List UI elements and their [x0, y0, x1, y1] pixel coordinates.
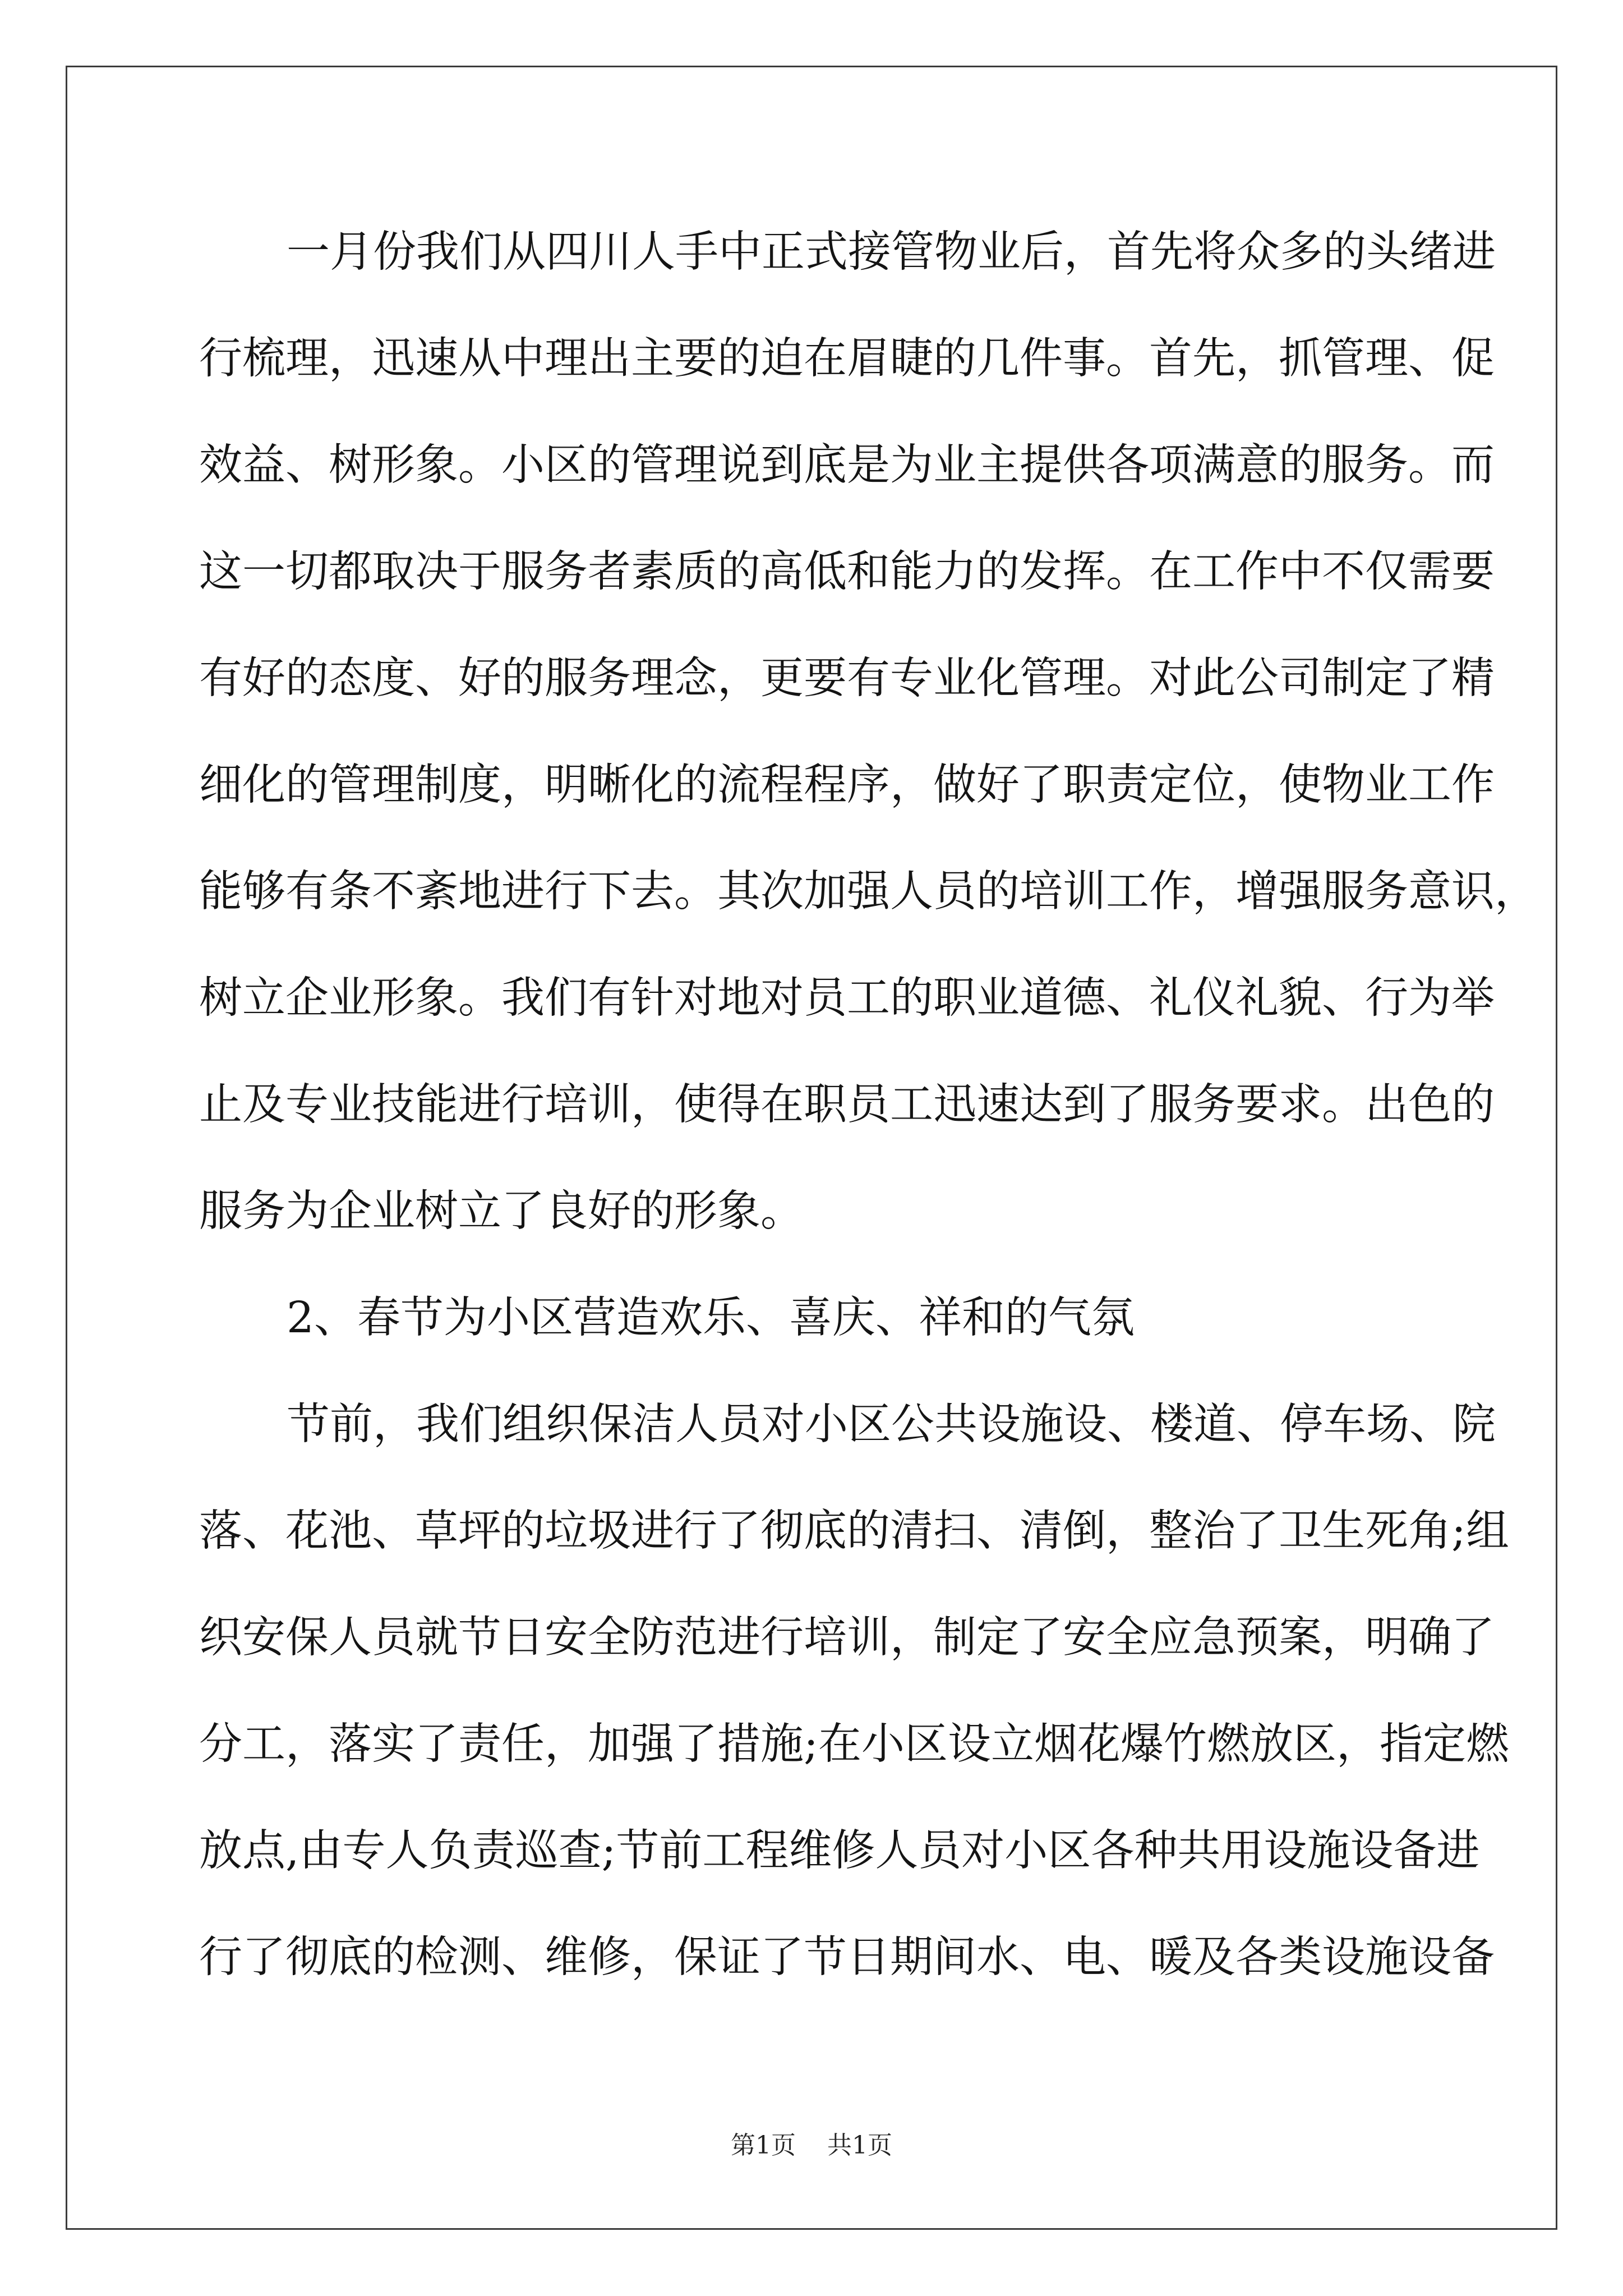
paragraph-1-line-2: 行梳理，迅速从中理出主要的迫在眉睫的几件事。首先，抓管理、促 — [199, 334, 1495, 384]
paragraph-1-line-8: 树立企业形象。我们有针对地对员工的职业道德、礼仪礼貌、行为举 — [199, 973, 1495, 1023]
paragraph-2-line-1: 节前，我们组织保洁人员对小区公共设施设、楼道、停车场、院 — [287, 1400, 1496, 1450]
paragraph-2-line-5: 放点,由专人负责巡查;节前工程维修人员对小区各种共用设施设备进 — [199, 1826, 1480, 1876]
paragraph-1-line-5: 有好的态度、好的服务理念，更要有专业化管理。对此公司制定了精 — [199, 654, 1495, 703]
page-total: 共1页 — [827, 2131, 892, 2160]
paragraph-1-line-3: 效益、树形象。小区的管理说到底是为业主提供各项满意的服务。而 — [199, 440, 1495, 490]
paragraph-2-line-2: 落、花池、草坪的垃圾进行了彻底的清扫、清倒，整治了卫生死角;组 — [199, 1506, 1509, 1556]
paragraph-1-line-7: 能够有条不紊地进行下去。其次加强人员的培训工作，增强服务意识， — [199, 867, 1538, 917]
section-heading-2: 2、春节为小区营造欢乐、喜庆、祥和的气氛 — [287, 1293, 1135, 1343]
page-number: 第1页 — [731, 2131, 796, 2160]
paragraph-1-line-1: 一月份我们从四川人手中正式接管物业后，首先将众多的头绪进 — [287, 227, 1496, 277]
paragraph-1-line-9: 止及专业技能进行培训，使得在职员工迅速达到了服务要求。出色的 — [199, 1080, 1495, 1130]
page-footer — [0, 2125, 1623, 2161]
paragraph-2-line-3: 织安保人员就节日安全防范进行培训，制定了安全应急预案，明确了 — [199, 1613, 1495, 1663]
paragraph-1-line-10: 服务为企业树立了良好的形象。 — [199, 1186, 804, 1236]
paragraph-2-line-4: 分工，落实了责任，加强了措施;在小区设立烟花爆竹燃放区，指定燃 — [199, 1719, 1509, 1769]
paragraph-2-line-6: 行了彻底的检测、维修，保证了节日期间水、电、暖及各类设施设备 — [199, 1932, 1495, 1982]
paragraph-1-line-4: 这一切都取决于服务者素质的高低和能力的发挥。在工作中不仅需要 — [199, 547, 1495, 597]
paragraph-1-line-6: 细化的管理制度，明晰化的流程程序，做好了职责定位，使物业工作 — [199, 760, 1495, 810]
